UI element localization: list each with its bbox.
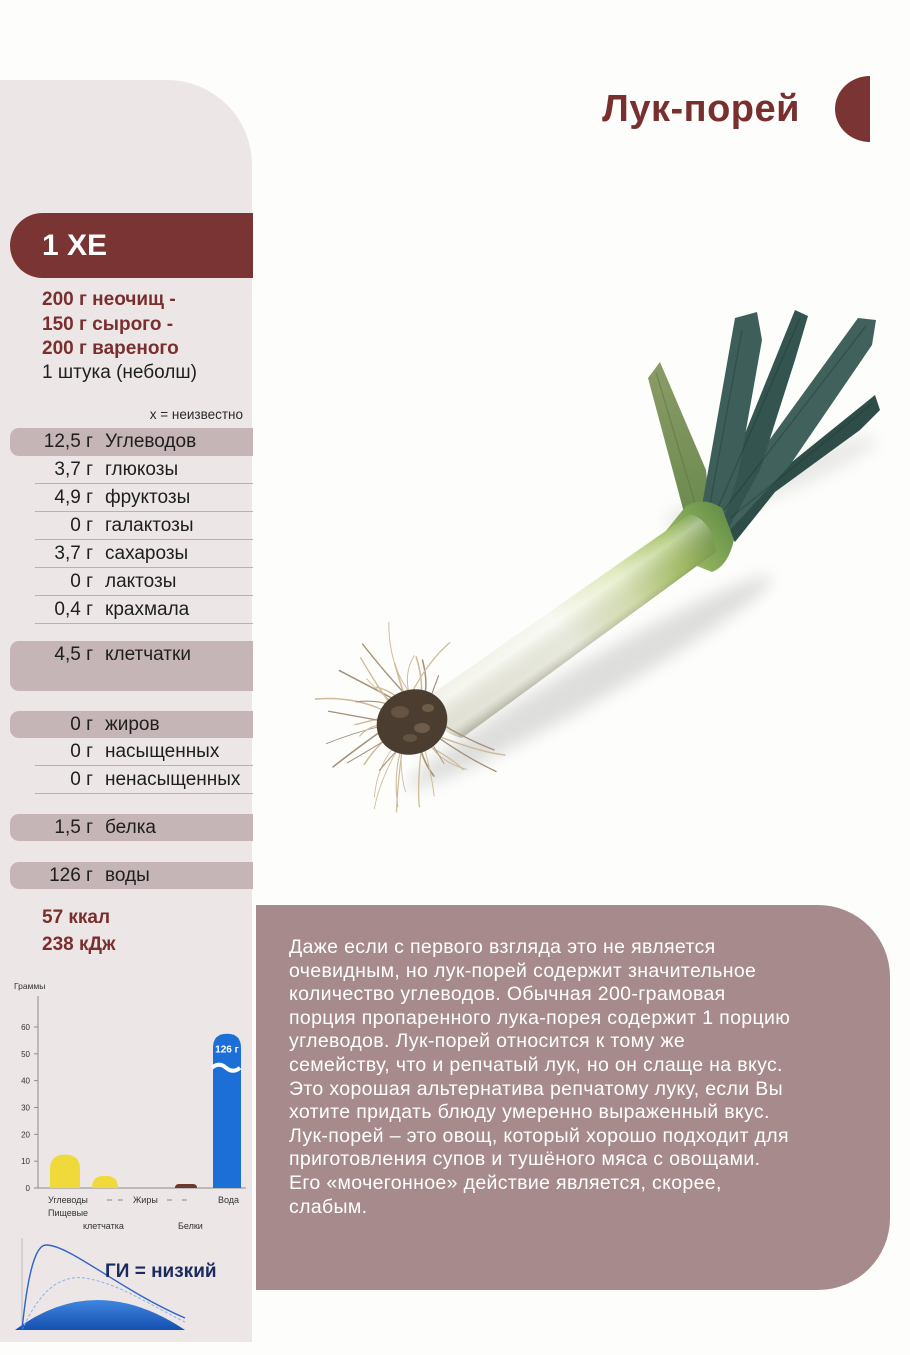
root-texture-spot (422, 704, 434, 712)
nutrient-value: 4,5 г (54, 644, 93, 665)
description-line: приготовления супов и тушёного мяса с овощами. (289, 1148, 761, 1171)
xe-banner: 1 ХЕ (10, 213, 253, 278)
chart-bar (92, 1176, 118, 1188)
nutrient-value: 126 г (49, 865, 93, 886)
root-texture-spot (403, 734, 417, 742)
gi-low-area (15, 1300, 185, 1330)
nutrient-value: 0,4 г (54, 599, 93, 620)
nutrient-row-fiber (10, 641, 253, 691)
x-label-fat: Жиры (133, 1195, 158, 1205)
unknown-note: x = неизвестно (149, 407, 243, 422)
nutrient-row-saturated (10, 738, 253, 766)
y-tick-label: 50 (21, 1049, 30, 1059)
root-texture-spot (414, 723, 430, 733)
portion-raw: 150 г сырого - (42, 314, 174, 335)
chart-bar (50, 1154, 80, 1188)
y-tick-label: 10 (21, 1157, 30, 1167)
leek-photo (290, 295, 890, 820)
y-ticks (21, 1023, 38, 1193)
nutrient-row-water (10, 862, 253, 889)
energy-kcal: 57 ккал (42, 907, 111, 928)
y-tick-label: 20 (21, 1130, 30, 1140)
description-line: семейству, что и репчатый лук, но он слаще на вкус. (289, 1053, 783, 1076)
page-title: Лук-порей (602, 88, 800, 130)
page-tab-marker (835, 76, 870, 142)
description-line: очевидным, но лук-порей содержит значительное (289, 959, 757, 982)
y-axis-label: Граммы (14, 981, 46, 991)
nutrient-name: клетчатки (105, 644, 191, 665)
y-tick-label: 40 (21, 1076, 30, 1086)
x-label-fiber-line2: клетчатка (83, 1221, 124, 1231)
description-line: хотите придать блюду умеренно выраженный вкус. (289, 1101, 770, 1124)
nutrient-row-carbs (10, 428, 253, 456)
nutrient-value: 12,5 г (43, 431, 93, 452)
portion-piece: 1 штука (неболш) (42, 362, 197, 383)
x-label-carbs: Углеводы (48, 1195, 88, 1205)
description-line: Лук-порей – это овощ, который хорошо подходит для (289, 1124, 789, 1147)
nutrient-name: Углеводов (105, 431, 197, 452)
nutrient-value: 3,7 г (54, 459, 93, 480)
nutrient-value: 4,9 г (54, 487, 93, 508)
nutrient-row-unsaturated (10, 766, 253, 794)
nutrient-row-fructose (10, 484, 253, 512)
nutrient-value: 0 г (70, 571, 93, 592)
nutrient-name: сахарозы (105, 543, 189, 564)
root-texture-spot (391, 706, 409, 718)
chart-bar (175, 1184, 197, 1188)
bars (50, 1034, 241, 1188)
description-line: Даже если с первого взгляда это не является (289, 936, 716, 958)
nutrient-row-protein (10, 814, 253, 841)
nutrient-name: крахмала (105, 599, 190, 620)
nutrient-name: жиров (105, 714, 160, 735)
description-line: порция пропаренного лука-порея содержит 1 порцию (289, 1006, 791, 1029)
description-line: слабым. (289, 1195, 368, 1218)
nutrient-value: 0 г (70, 769, 93, 790)
nutrient-value: 3,7 г (54, 543, 93, 564)
nutrient-name: фруктозы (105, 487, 191, 508)
gi-label: ГИ = низкий (105, 1261, 217, 1282)
nutrient-value: 0 г (70, 741, 93, 762)
leek-leaves (648, 310, 880, 542)
nutrient-name: насыщенных (105, 741, 220, 762)
description-line: количество углеводов. Обычная 200-грамовая (289, 983, 726, 1006)
nutrient-row-sucrose (10, 540, 253, 568)
description-line: углеводов. Лук-порей относится к тому же (289, 1030, 686, 1053)
nutrient-name: белка (105, 817, 156, 838)
portion-unpeeled: 200 г неочищ - (42, 289, 176, 310)
y-tick-label: 0 (25, 1184, 30, 1193)
nutrient-row-glucose (10, 456, 253, 484)
nutrient-name: воды (105, 865, 150, 886)
x-label-water: Вода (218, 1195, 240, 1205)
nutrient-bar-chart (0, 975, 252, 1233)
description-line: Его «мочегонное» действие является, скорее, (289, 1171, 722, 1194)
nutrient-name: галактозы (105, 515, 194, 536)
nutrient-value: 0 г (70, 714, 93, 735)
nutrient-row-fat (10, 711, 253, 738)
nutrient-row-starch (10, 596, 253, 624)
portion-boiled: 200 г вареного (42, 338, 179, 359)
nutrient-name: глюкозы (105, 459, 179, 480)
nutrient-name: ненасыщенных (105, 769, 241, 790)
bar-value-label: 126 г (215, 1044, 239, 1056)
nutrient-name: лактозы (105, 571, 177, 592)
energy-kj: 238 кДж (42, 934, 116, 955)
nutrient-value: 0 г (70, 515, 93, 536)
chart-bar (213, 1034, 241, 1188)
description-panel (256, 905, 890, 1290)
x-label-fiber-line1: Пищевые (48, 1208, 89, 1218)
nutrient-row-galactose (10, 512, 253, 540)
description-line: Это хорошая альтернатива репчатому луку, если Вы (289, 1077, 783, 1100)
y-tick-label: 60 (21, 1023, 30, 1032)
x-label-protein: Белки (178, 1221, 203, 1231)
nutrient-row-lactose (10, 568, 253, 596)
y-tick-label: 30 (21, 1103, 30, 1113)
nutrient-value: 1,5 г (54, 817, 93, 838)
